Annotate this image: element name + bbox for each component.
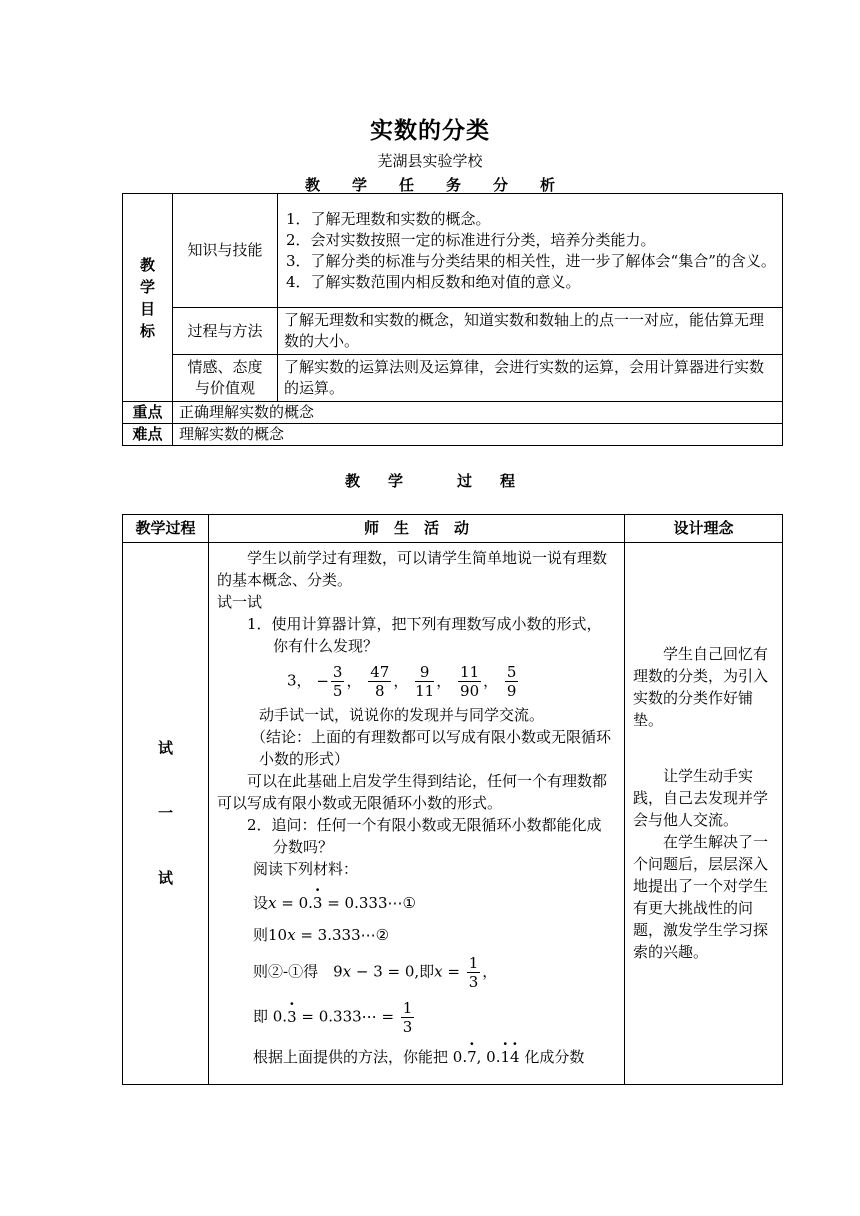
- knowledge-item: 4．了解实数范围内相反数和绝对值的意义。: [286, 272, 581, 291]
- activity-intro: 学生以前学过有理数，可以请学生简单地说一说有理数的基本概念、分类。: [217, 549, 608, 589]
- repeating-digit: · 1: [501, 1046, 511, 1068]
- design-notes: [625, 543, 783, 1085]
- math-text: , 0.: [476, 1048, 501, 1066]
- heading-char: 务: [446, 176, 462, 194]
- try-it-label: 试一试: [217, 593, 263, 611]
- fraction: [458, 663, 481, 700]
- math-text: = 3.333⋯②: [295, 926, 390, 944]
- separator: ，: [346, 671, 362, 690]
- denominator: 3: [402, 1018, 413, 1036]
- fraction-item: [316, 663, 362, 700]
- math-line-4: [217, 999, 616, 1036]
- numerator: 47: [370, 663, 390, 681]
- math-line-3: [217, 954, 616, 991]
- knowledge-items: [278, 194, 783, 308]
- denominator: 11: [415, 682, 435, 700]
- math-text: 则②-①得 9: [253, 962, 343, 981]
- fraction: [331, 663, 345, 700]
- heading-char: 析: [540, 176, 556, 194]
- key-point-label: 重点: [123, 402, 173, 424]
- math-var: x: [287, 926, 296, 944]
- label-char: 目: [139, 299, 155, 318]
- knowledge-item: 1．了解无理数和实数的概念。: [286, 209, 491, 228]
- difficulty-label: 难点: [123, 424, 173, 446]
- fraction: [368, 663, 391, 700]
- knowledge-item: 3．了解分类的标准与分类结果的相关性，进一步了解体会“集合”的含义。: [286, 251, 776, 270]
- math-var: x: [434, 962, 443, 981]
- math-var: x: [342, 962, 352, 981]
- denominator: 5: [332, 682, 343, 700]
- heading-char: 过: [457, 472, 473, 490]
- math-text: 根据上面提供的方法，你能把 0.: [253, 1048, 468, 1066]
- emotion-label-line: 与价值观: [194, 379, 255, 397]
- design-note-3: 在学生解决了一个问题后，层层深入地提出了一个对学生有更大挑战性的问题，激发学生学习探索的兴趣。: [633, 833, 769, 961]
- document-title: 实数的分类: [370, 118, 490, 144]
- heading-char: 教: [304, 176, 320, 194]
- emotion-text: 了解实数的运算法则及运算律，会进行实数的运算，会用计算器进行实数的运算。: [278, 355, 783, 402]
- repeating-digit: · 3: [287, 1006, 297, 1028]
- objectives-label: [123, 194, 173, 402]
- repeating-digit: · 7: [467, 1046, 477, 1068]
- fraction: [467, 954, 481, 991]
- key-point-text: 正确理解实数的概念: [173, 402, 783, 424]
- knowledge-label: 知识与技能: [173, 194, 278, 308]
- denominator: 90: [460, 682, 480, 700]
- denominator: 3: [468, 973, 479, 991]
- stage-char: 试: [157, 869, 173, 887]
- denominator: 8: [375, 682, 385, 700]
- label-char: 标: [139, 321, 155, 340]
- separator: ，: [436, 671, 452, 690]
- math-line-1: [217, 892, 616, 914]
- spacer: [633, 731, 774, 765]
- header-design: 设计理念: [625, 515, 783, 543]
- math-text: 则10: [253, 926, 288, 944]
- stage-char: 一: [157, 804, 173, 822]
- design-note-2: 让学生动手实践，自己去发现并学会与他人交流。: [633, 767, 769, 829]
- repeating-digit: · 3: [313, 892, 323, 914]
- stage-label: [123, 543, 209, 1085]
- numerator: 1: [468, 954, 479, 972]
- math-text: − 3 = 0,即: [351, 962, 435, 981]
- difficulty-text: 理解实数的概念: [173, 424, 783, 446]
- fraction: [505, 663, 519, 700]
- number-list: [217, 663, 616, 700]
- header-activity: 师 生 活 动: [209, 515, 625, 543]
- heading-char: 学: [351, 176, 367, 194]
- fraction-item: [503, 663, 521, 700]
- fraction-item: [456, 663, 499, 700]
- teacher-student-activity: [209, 543, 625, 1085]
- stage-char: 试: [157, 739, 173, 757]
- section-heading-teaching-process: [0, 470, 860, 491]
- question-1: 1．使用计算器计算，把下列有理数写成小数的形式，你有什么发现？: [247, 615, 602, 655]
- teaching-process-table: [122, 514, 783, 1085]
- math-line-2: [217, 924, 616, 946]
- emotion-label-line: 情感、态度: [187, 358, 263, 376]
- numerator: 5: [506, 663, 517, 681]
- numerator: 3: [332, 663, 343, 681]
- fraction: [401, 999, 415, 1036]
- design-note-1: 学生自己回忆有理数的分类，为引入实数的分类作好铺垫。: [633, 645, 769, 729]
- fraction-item: [366, 663, 409, 700]
- numerator: 1: [402, 999, 413, 1017]
- heading-char: 教: [344, 472, 360, 490]
- math-text: = 0.333⋯ =: [296, 1007, 399, 1026]
- math-text: 化成分数: [519, 1048, 585, 1066]
- math-text: 即 0.: [253, 1007, 288, 1026]
- math-var: x: [268, 894, 277, 912]
- math-text: = 0.333⋯①: [322, 894, 416, 912]
- school-name: 芜湖县实验学校: [377, 152, 483, 170]
- heading-char: 程: [500, 472, 516, 490]
- numerator: 9: [415, 663, 434, 682]
- try-instruction: 动手试一试，说说你的发现并与同学交流。: [259, 706, 545, 724]
- guidance: 可以在此基础上启发学生得到结论，任何一个有理数都可以写成有限小数或无限循环小数的形式。: [217, 772, 608, 812]
- emotion-label: [173, 355, 278, 402]
- fraction: [415, 663, 434, 700]
- heading-char: 分: [493, 176, 509, 194]
- denominator: 9: [506, 682, 517, 700]
- number-3: 3，: [287, 671, 312, 690]
- heading-char: 任: [398, 176, 414, 194]
- heading-char: 学: [387, 472, 403, 490]
- conclusion: （结论：上面的有理数都可以写成有限小数或无限循环小数的形式）: [251, 728, 612, 768]
- reading-prompt: 阅读下列材料：: [253, 860, 359, 878]
- question-2: 2．追问：任何一个有限小数或无限循环小数都能化成分数吗？: [247, 816, 602, 856]
- spacer: [633, 543, 774, 643]
- math-text: ，: [482, 962, 498, 981]
- separator: ，: [483, 671, 499, 690]
- math-line-5: [217, 1046, 616, 1068]
- fraction-sign: −: [316, 671, 329, 690]
- process-method-label: 过程与方法: [173, 308, 278, 355]
- label-char: 学: [139, 277, 155, 296]
- repeating-digit: · 4: [510, 1046, 520, 1068]
- process-method-text: 了解无理数和实数的概念，知道实数和数轴上的点一一对应，能估算无理数的大小。: [278, 308, 783, 355]
- header-process: 教学过程: [123, 515, 209, 543]
- label-char: 教: [139, 255, 155, 274]
- knowledge-item: 2．会对实数按照一定的标准进行分类，培养分类能力。: [286, 230, 656, 249]
- numerator: 11: [460, 663, 480, 681]
- task-analysis-table: [122, 193, 783, 446]
- separator: ，: [393, 671, 409, 690]
- math-text: = 0.: [276, 894, 313, 912]
- section-heading-task-analysis: [0, 174, 860, 195]
- math-text: =: [442, 962, 465, 981]
- math-text: 设: [253, 894, 269, 912]
- fraction-item: [413, 663, 452, 700]
